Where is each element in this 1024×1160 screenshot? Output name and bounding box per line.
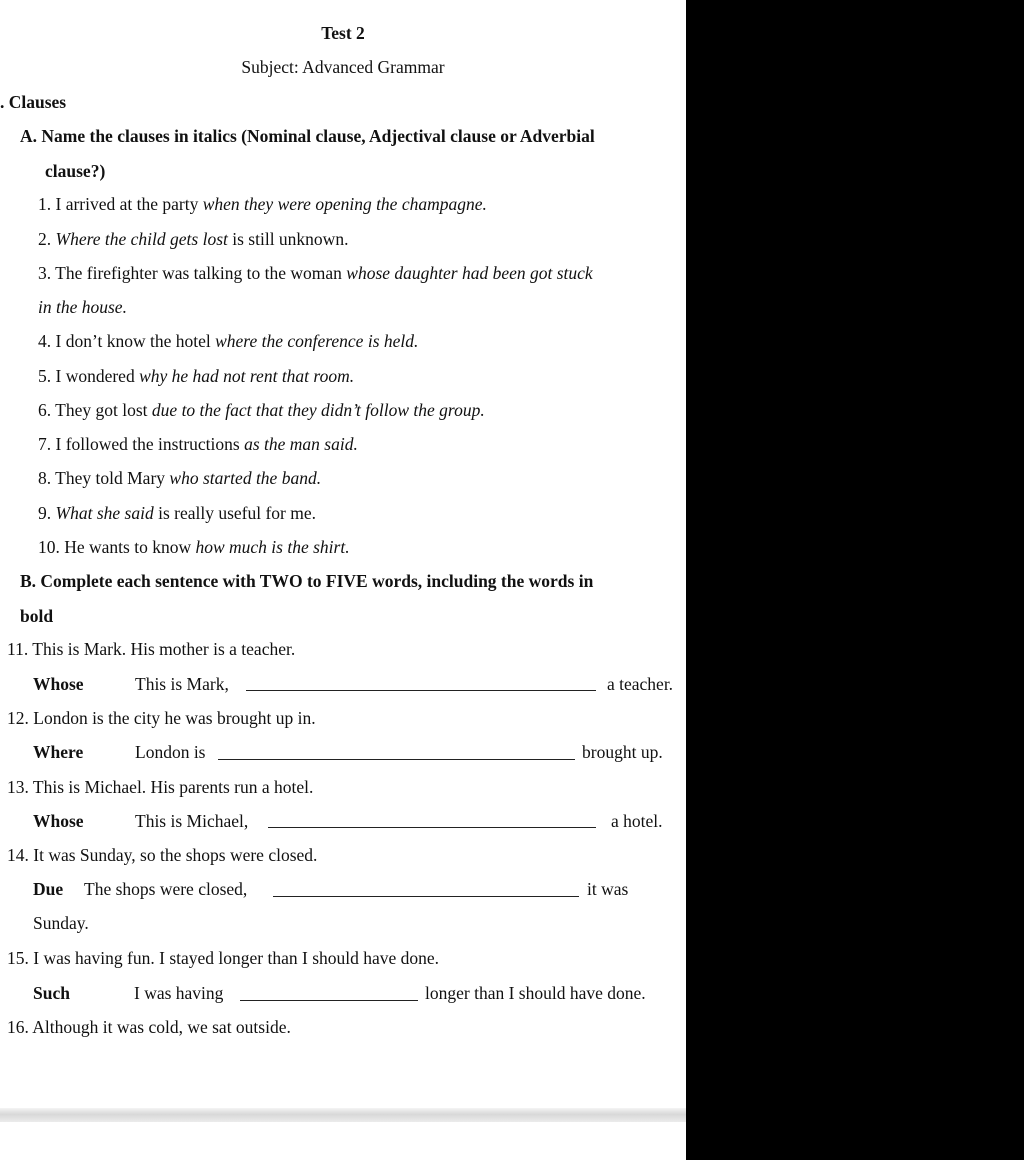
answer-blank-11[interactable] — [246, 690, 596, 691]
part-b-instruction: B. Complete each sentence with TWO to FIVE words, including the words in — [20, 571, 594, 591]
answer-start-14: The shops were closed, — [84, 879, 248, 899]
answer-end-14: it was — [587, 879, 629, 899]
answer-start-13: This is Michael, — [135, 811, 249, 831]
question-8: 8. They told Mary who started the band. — [38, 468, 322, 488]
subject-line: Subject: Advanced Grammar — [241, 57, 445, 77]
keyword-14: Due — [33, 879, 64, 899]
question-12: 12. London is the city he was brought up in. — [7, 708, 316, 728]
keyword-13: Whose — [33, 811, 84, 831]
part-a-instruction: A. Name the clauses in italics (Nominal clause, Adjectival clause or Adverbial — [20, 126, 595, 146]
question-13: 13. This is Michael. His parents run a hotel. — [7, 777, 314, 797]
answer-start-12: London is — [135, 742, 206, 762]
question-11: 11. This is Mark. His mother is a teacher. — [7, 639, 296, 659]
question-4: 4. I don’t know the hotel where the conference is held. — [38, 331, 419, 351]
answer-blank-13[interactable] — [268, 827, 596, 828]
answer-end-15: longer than I should have done. — [425, 983, 646, 1003]
answer-end-12: brought up. — [582, 742, 663, 762]
section-heading: . Clauses — [0, 92, 67, 112]
part-b-instruction-cont: bold — [20, 606, 54, 626]
answer-continuation-14: Sunday. — [33, 913, 89, 933]
answer-blank-12[interactable] — [218, 759, 575, 760]
keyword-12: Where — [33, 742, 84, 762]
question-9: 9. What she said is really useful for me. — [38, 503, 317, 523]
answer-blank-14[interactable] — [273, 896, 579, 897]
question-3-cont: in the house. — [38, 297, 127, 317]
answer-end-11: a teacher. — [607, 674, 674, 694]
question-2: 2. Where the child gets lost is still unknown. — [38, 229, 349, 249]
page-bottom-divider — [0, 1108, 686, 1122]
question-14: 14. It was Sunday, so the shops were closed. — [7, 845, 318, 865]
answer-blank-15[interactable] — [240, 1000, 418, 1001]
question-7: 7. I followed the instructions as the man said. — [38, 434, 358, 454]
answer-start-11: This is Mark, — [135, 674, 229, 694]
question-6: 6. They got lost due to the fact that they didn’t follow the group. — [38, 400, 485, 420]
question-16: 16. Although it was cold, we sat outside. — [7, 1017, 291, 1037]
question-3: 3. The firefighter was talking to the woman whose daughter had been got stuck — [38, 263, 593, 283]
keyword-15: Such — [33, 983, 70, 1003]
question-5: 5. I wondered why he had not rent that room. — [38, 366, 355, 386]
keyword-11: Whose — [33, 674, 84, 694]
part-a-instruction-cont: clause?) — [45, 161, 106, 181]
test-title: Test 2 — [321, 23, 365, 43]
answer-start-15: I was having — [134, 983, 224, 1003]
question-1: 1. I arrived at the party when they were opening the champagne. — [38, 194, 487, 214]
question-10: 10. He wants to know how much is the shirt. — [38, 537, 350, 557]
answer-end-13: a hotel. — [611, 811, 663, 831]
question-15: 15. I was having fun. I stayed longer than I should have done. — [7, 948, 440, 968]
